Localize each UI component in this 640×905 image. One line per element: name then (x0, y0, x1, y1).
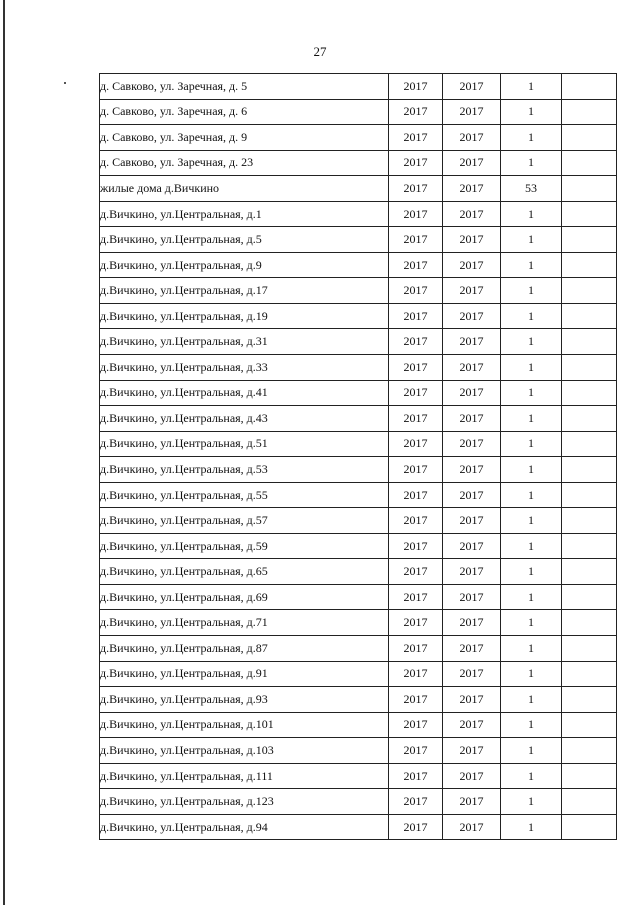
end-year-cell: 2017 (443, 227, 501, 253)
start-year-cell: 2017 (389, 763, 443, 789)
start-year-cell: 2017 (389, 559, 443, 585)
address-cell: д.Вичкино, ул.Центральная, д.55 (100, 482, 389, 508)
address-cell: д.Вичкино, ул.Центральная, д.93 (100, 687, 389, 713)
address-cell: д.Вичкино, ул.Центральная, д.103 (100, 738, 389, 764)
table-row (100, 329, 617, 355)
count-cell: 1 (501, 584, 562, 610)
end-year-cell: 2017 (443, 738, 501, 764)
empty-cell (562, 252, 617, 278)
address-cell: д.Вичкино, ул.Центральная, д.19 (100, 303, 389, 329)
empty-cell (562, 74, 617, 100)
table-row (100, 303, 617, 329)
start-year-cell: 2017 (389, 738, 443, 764)
end-year-cell: 2017 (443, 559, 501, 585)
empty-cell (562, 431, 617, 457)
empty-cell (562, 814, 617, 840)
empty-cell (562, 661, 617, 687)
address-cell: д.Вичкино, ул.Центральная, д.91 (100, 661, 389, 687)
count-cell: 1 (501, 201, 562, 227)
count-cell: 1 (501, 559, 562, 585)
address-cell: д.Вичкино, ул.Центральная, д.59 (100, 533, 389, 559)
end-year-cell: 2017 (443, 278, 501, 304)
table-row (100, 482, 617, 508)
empty-cell (562, 687, 617, 713)
page-edge-rule (3, 0, 5, 905)
empty-cell (562, 406, 617, 432)
empty-cell (562, 150, 617, 176)
start-year-cell: 2017 (389, 814, 443, 840)
address-cell: д.Вичкино, ул.Центральная, д.94 (100, 814, 389, 840)
address-cell: д.Вичкино, ул.Центральная, д.9 (100, 252, 389, 278)
housing-table-body (100, 74, 617, 840)
end-year-cell: 2017 (443, 355, 501, 381)
end-year-cell: 2017 (443, 661, 501, 687)
end-year-cell: 2017 (443, 303, 501, 329)
empty-cell (562, 99, 617, 125)
address-cell: д.Вичкино, ул.Центральная, д.31 (100, 329, 389, 355)
empty-cell (562, 584, 617, 610)
address-cell: д.Вичкино, ул.Центральная, д.51 (100, 431, 389, 457)
start-year-cell: 2017 (389, 355, 443, 381)
address-cell: д.Вичкино, ул.Центральная, д.123 (100, 789, 389, 815)
empty-cell (562, 201, 617, 227)
end-year-cell: 2017 (443, 763, 501, 789)
empty-cell (562, 636, 617, 662)
table-row (100, 355, 617, 381)
end-year-cell: 2017 (443, 814, 501, 840)
start-year-cell: 2017 (389, 687, 443, 713)
end-year-cell: 2017 (443, 125, 501, 151)
empty-cell (562, 278, 617, 304)
start-year-cell: 2017 (389, 227, 443, 253)
end-year-cell: 2017 (443, 252, 501, 278)
start-year-cell: 2017 (389, 303, 443, 329)
count-cell: 1 (501, 355, 562, 381)
housing-table (99, 73, 617, 840)
empty-cell (562, 738, 617, 764)
start-year-cell: 2017 (389, 380, 443, 406)
address-cell: д. Савково, ул. Заречная, д. 23 (100, 150, 389, 176)
address-cell: д.Вичкино, ул.Центральная, д.69 (100, 584, 389, 610)
empty-cell (562, 559, 617, 585)
end-year-cell: 2017 (443, 636, 501, 662)
start-year-cell: 2017 (389, 125, 443, 151)
count-cell: 1 (501, 533, 562, 559)
table-row (100, 457, 617, 483)
count-cell: 1 (501, 99, 562, 125)
empty-cell (562, 763, 617, 789)
empty-cell (562, 380, 617, 406)
empty-cell (562, 533, 617, 559)
table-row (100, 201, 617, 227)
start-year-cell: 2017 (389, 278, 443, 304)
end-year-cell: 2017 (443, 712, 501, 738)
count-cell: 1 (501, 406, 562, 432)
count-cell: 1 (501, 431, 562, 457)
start-year-cell: 2017 (389, 74, 443, 100)
address-cell: д.Вичкино, ул.Центральная, д.71 (100, 610, 389, 636)
table-row (100, 125, 617, 151)
table-row (100, 584, 617, 610)
empty-cell (562, 712, 617, 738)
table-row (100, 559, 617, 585)
count-cell: 1 (501, 687, 562, 713)
count-cell: 1 (501, 508, 562, 534)
table-row (100, 278, 617, 304)
start-year-cell: 2017 (389, 610, 443, 636)
end-year-cell: 2017 (443, 584, 501, 610)
address-cell: д. Савково, ул. Заречная, д. 6 (100, 99, 389, 125)
empty-cell (562, 329, 617, 355)
table-row (100, 74, 617, 100)
address-cell: д.Вичкино, ул.Центральная, д.87 (100, 636, 389, 662)
count-cell: 1 (501, 227, 562, 253)
table-row (100, 763, 617, 789)
table-row (100, 431, 617, 457)
address-cell: д. Савково, ул. Заречная, д. 5 (100, 74, 389, 100)
end-year-cell: 2017 (443, 99, 501, 125)
address-cell: д.Вичкино, ул.Центральная, д.65 (100, 559, 389, 585)
empty-cell (562, 303, 617, 329)
empty-cell (562, 227, 617, 253)
count-cell: 1 (501, 150, 562, 176)
address-cell: д.Вичкино, ул.Центральная, д.5 (100, 227, 389, 253)
table-row (100, 508, 617, 534)
count-cell: 1 (501, 380, 562, 406)
address-cell: д.Вичкино, ул.Центральная, д.41 (100, 380, 389, 406)
start-year-cell: 2017 (389, 661, 443, 687)
start-year-cell: 2017 (389, 712, 443, 738)
table-row (100, 610, 617, 636)
scan-speck (64, 82, 66, 84)
empty-cell (562, 176, 617, 202)
end-year-cell: 2017 (443, 533, 501, 559)
table-row (100, 687, 617, 713)
empty-cell (562, 508, 617, 534)
start-year-cell: 2017 (389, 482, 443, 508)
count-cell: 1 (501, 278, 562, 304)
address-cell: д.Вичкино, ул.Центральная, д.111 (100, 763, 389, 789)
count-cell: 1 (501, 661, 562, 687)
address-cell: д.Вичкино, ул.Центральная, д.43 (100, 406, 389, 432)
count-cell: 1 (501, 482, 562, 508)
end-year-cell: 2017 (443, 687, 501, 713)
empty-cell (562, 610, 617, 636)
start-year-cell: 2017 (389, 201, 443, 227)
end-year-cell: 2017 (443, 201, 501, 227)
end-year-cell: 2017 (443, 176, 501, 202)
count-cell: 1 (501, 636, 562, 662)
empty-cell (562, 125, 617, 151)
start-year-cell: 2017 (389, 252, 443, 278)
count-cell: 1 (501, 252, 562, 278)
count-cell: 1 (501, 738, 562, 764)
count-cell: 1 (501, 457, 562, 483)
address-cell: д.Вичкино, ул.Центральная, д.53 (100, 457, 389, 483)
count-cell: 1 (501, 610, 562, 636)
start-year-cell: 2017 (389, 99, 443, 125)
empty-cell (562, 457, 617, 483)
start-year-cell: 2017 (389, 457, 443, 483)
page-number: 27 (313, 44, 327, 59)
end-year-cell: 2017 (443, 406, 501, 432)
table-row (100, 712, 617, 738)
end-year-cell: 2017 (443, 457, 501, 483)
end-year-cell: 2017 (443, 482, 501, 508)
table-row (100, 636, 617, 662)
count-cell: 53 (501, 176, 562, 202)
start-year-cell: 2017 (389, 789, 443, 815)
table-row (100, 406, 617, 432)
end-year-cell: 2017 (443, 789, 501, 815)
address-cell: жилые дома д.Вичкино (100, 176, 389, 202)
table-row (100, 252, 617, 278)
end-year-cell: 2017 (443, 431, 501, 457)
count-cell: 1 (501, 814, 562, 840)
address-cell: д.Вичкино, ул.Центральная, д.57 (100, 508, 389, 534)
count-cell: 1 (501, 712, 562, 738)
table-row (100, 99, 617, 125)
end-year-cell: 2017 (443, 508, 501, 534)
count-cell: 1 (501, 789, 562, 815)
start-year-cell: 2017 (389, 150, 443, 176)
table-row (100, 661, 617, 687)
address-cell: д.Вичкино, ул.Центральная, д.33 (100, 355, 389, 381)
address-cell: д. Савково, ул. Заречная, д. 9 (100, 125, 389, 151)
end-year-cell: 2017 (443, 150, 501, 176)
empty-cell (562, 482, 617, 508)
empty-cell (562, 789, 617, 815)
table-row (100, 227, 617, 253)
start-year-cell: 2017 (389, 533, 443, 559)
start-year-cell: 2017 (389, 584, 443, 610)
empty-cell (562, 355, 617, 381)
table-row (100, 176, 617, 202)
end-year-cell: 2017 (443, 329, 501, 355)
table-row (100, 738, 617, 764)
start-year-cell: 2017 (389, 406, 443, 432)
start-year-cell: 2017 (389, 636, 443, 662)
count-cell: 1 (501, 303, 562, 329)
address-cell: д.Вичкино, ул.Центральная, д.101 (100, 712, 389, 738)
address-cell: д.Вичкино, ул.Центральная, д.1 (100, 201, 389, 227)
table-row (100, 789, 617, 815)
table-row (100, 814, 617, 840)
table-row (100, 380, 617, 406)
start-year-cell: 2017 (389, 329, 443, 355)
end-year-cell: 2017 (443, 74, 501, 100)
start-year-cell: 2017 (389, 431, 443, 457)
table-row (100, 533, 617, 559)
count-cell: 1 (501, 329, 562, 355)
table-row (100, 150, 617, 176)
count-cell: 1 (501, 763, 562, 789)
address-cell: д.Вичкино, ул.Центральная, д.17 (100, 278, 389, 304)
start-year-cell: 2017 (389, 508, 443, 534)
start-year-cell: 2017 (389, 176, 443, 202)
end-year-cell: 2017 (443, 380, 501, 406)
count-cell: 1 (501, 74, 562, 100)
end-year-cell: 2017 (443, 610, 501, 636)
count-cell: 1 (501, 125, 562, 151)
